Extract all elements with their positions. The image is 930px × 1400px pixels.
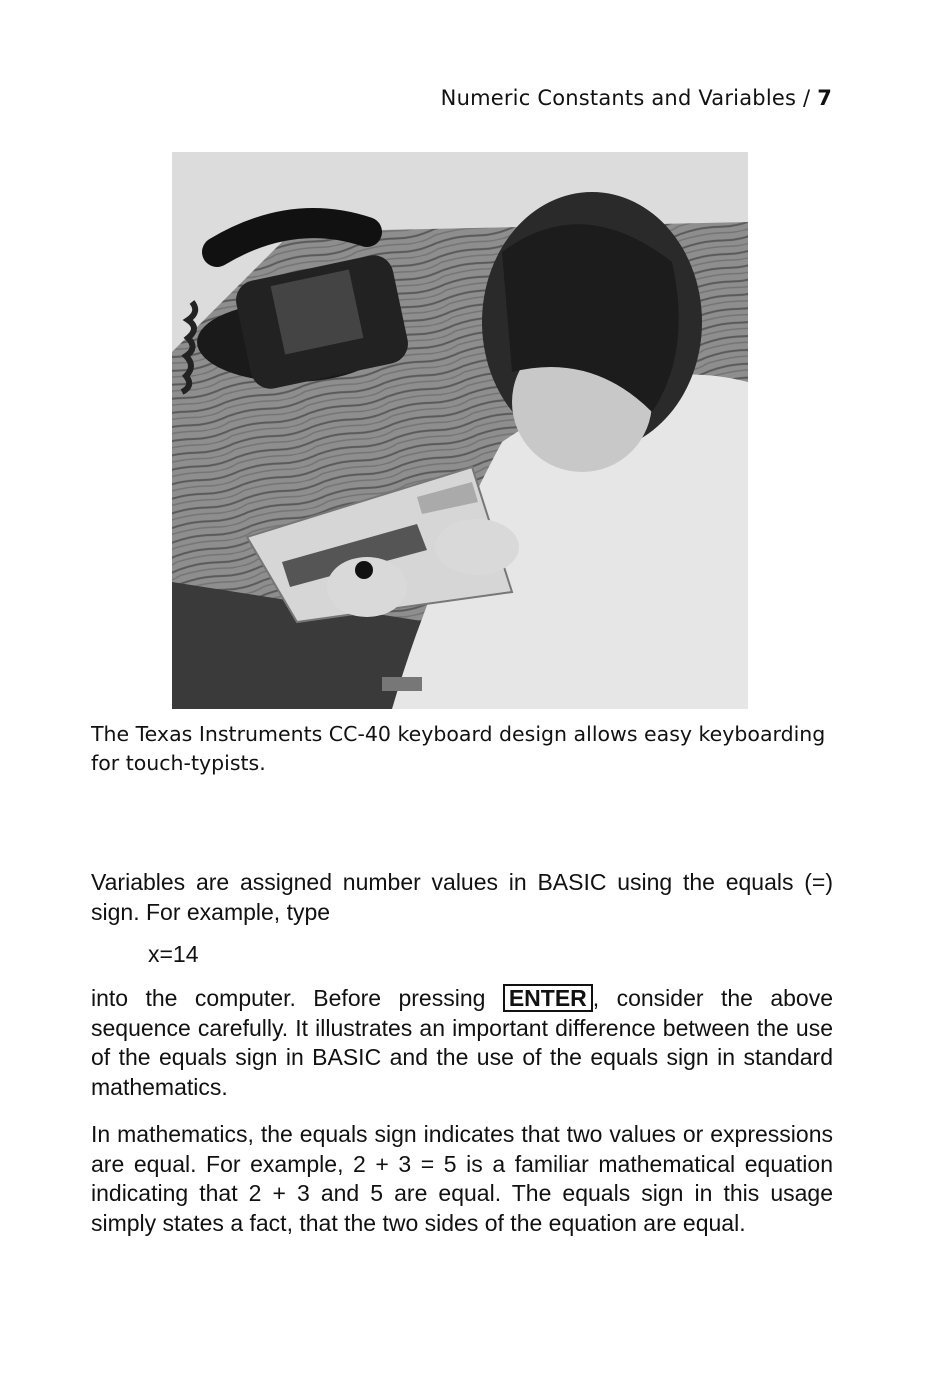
paragraph-variables-assigned: Variables are assigned number values in BASIC using the equals (=) sign. For example, type xyxy=(91,869,833,925)
page-number: 7 xyxy=(817,86,832,110)
code-example: x=14 xyxy=(148,941,199,967)
paragraph-mathematics-equals: In mathematics, the equals sign indicates that two values or expressions are equal. For example, 2 + 3 = 5 is a familiar mathematical equation indicating that 2 + 3 and 5 are equal. The equals sign in this usage simply states a fact, that the two sides of the equation are equal. xyxy=(91,1121,833,1236)
paragraph-text-start: into the computer. Before pressing xyxy=(91,985,503,1011)
paragraph-before-pressing-enter xyxy=(91,984,833,1102)
header-title: Numeric Constants and Variables xyxy=(440,86,797,110)
running-header xyxy=(441,86,832,110)
paragraph-text-end: , consider the above sequence carefully. It illustrates an important difference between the use of the equals sign in BASIC and the use of the equals sign in standard mathematics. xyxy=(91,985,834,1100)
enter-key: ENTER xyxy=(503,984,593,1012)
figure-caption: The Texas Instruments CC-40 keyboard design allows easy keyboarding for touch-typists. xyxy=(91,722,826,775)
header-separator: / xyxy=(803,86,811,110)
photograph-person-typing-cc40 xyxy=(172,152,748,709)
